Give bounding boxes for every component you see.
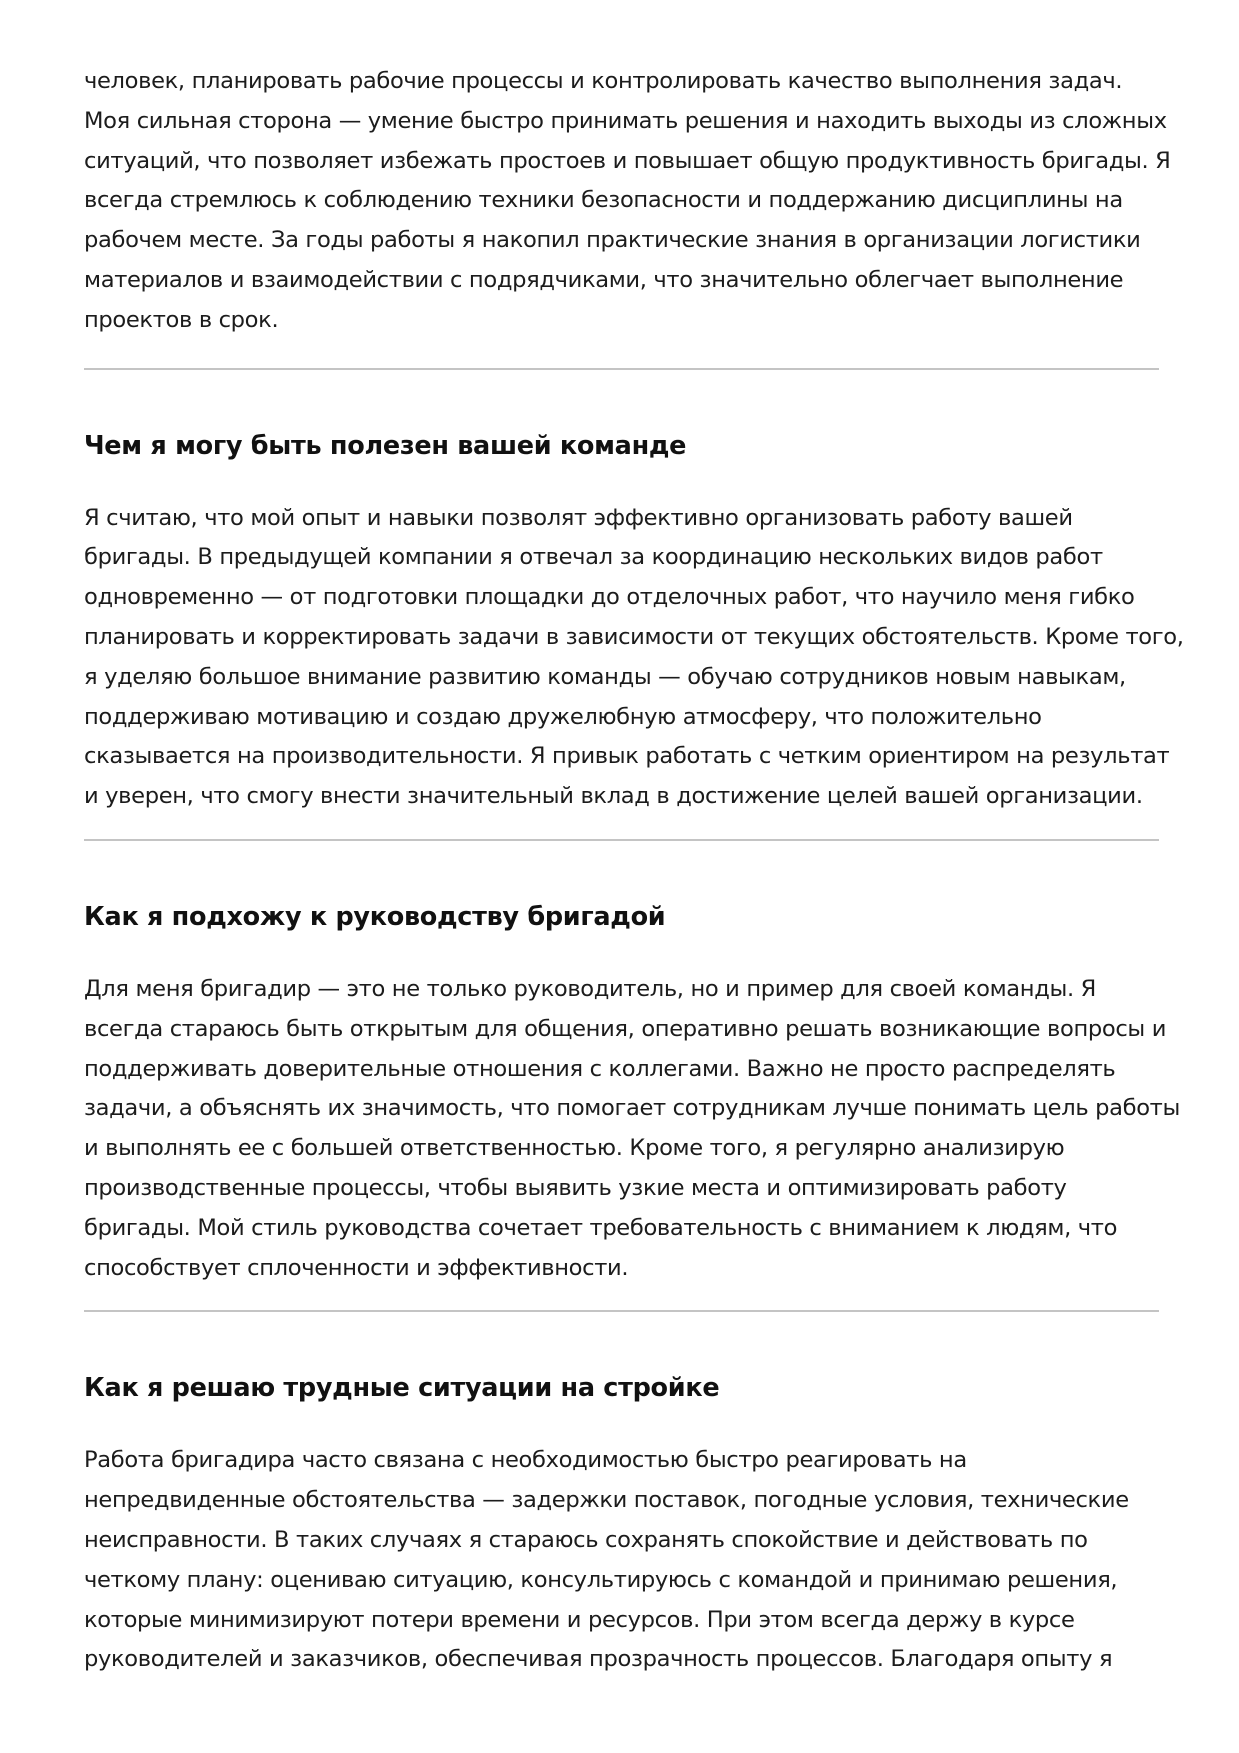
paragraph-line: поддерживаю мотивацию и создаю дружелюбную атмосферу, что положительно [84, 703, 1042, 730]
paragraph-line: и выполнять ее с большей ответственностью. Кроме того, я регулярно анализирую [84, 1135, 1065, 1162]
section-paragraph-difficult-situations [84, 1441, 1159, 1680]
section-heading-helpful-to-team: Чем я могу быть полезен вашей команде [84, 430, 687, 461]
section-divider [84, 368, 1159, 370]
section-paragraph-leadership-approach [84, 970, 1180, 1288]
paragraph-line: Моя сильная сторона — умение быстро принимать решения и находить выходы из сложных [84, 107, 1167, 134]
paragraph-line: и уверен, что смогу внести значительный вклад в достижение целей вашей организации. [84, 783, 1143, 810]
paragraph-line: производственные процессы, чтобы выявить узкие места и оптимизировать работу [84, 1174, 1067, 1201]
section-heading-leadership-approach: Как я подхожу к руководству бригадой [84, 901, 666, 932]
paragraph-line: ситуаций, что позволяет избежать простоев и повышает общую продуктивность бригады. Я [84, 147, 1171, 174]
paragraph-line: проектов в срок. [84, 306, 279, 333]
section-divider [84, 1310, 1159, 1312]
paragraph-line: непредвиденные обстоятельства — задержки поставок, погодные условия, технические [84, 1487, 1129, 1514]
paragraph-line: поддерживать доверительные отношения с коллегами. Важно не просто распределять [84, 1055, 1116, 1082]
paragraph-line: Для меня бригадир — это не только руководитель, но и пример для своей команды. Я [84, 975, 1096, 1002]
section-heading-difficult-situations: Как я решаю трудные ситуации на стройке [84, 1373, 720, 1404]
paragraph-line: способствует сплоченности и эффективности. [84, 1254, 629, 1281]
document-page [84, 62, 1184, 1680]
paragraph-line: всегда стараюсь быть открытым для общения, оперативно решать возникающие вопросы и [84, 1015, 1167, 1042]
paragraph-line: четкому плану: оцениваю ситуацию, консультируюсь с командой и принимаю решения, [84, 1566, 1118, 1593]
paragraph-line: задачи, а объяснять их значимость, что помогает сотрудникам лучше понимать цель работы [84, 1095, 1180, 1122]
paragraph-line: материалов и взаимодействии с подрядчиками, что значительно облегчает выполнение [84, 266, 1124, 293]
paragraph-line: Работа бригадира часто связана с необходимостью быстро реагировать на [84, 1447, 967, 1474]
paragraph-line: человек, планировать рабочие процессы и контролировать качество выполнения задач. [84, 68, 1123, 94]
paragraph-line: руководителей и заказчиков, обеспечивая прозрачность процессов. Благодаря опыту я [84, 1646, 1113, 1673]
section-paragraph-helpful-to-team [84, 499, 1184, 817]
intro-paragraph [84, 62, 1171, 341]
paragraph-line: неисправности. В таких случаях я стараюсь сохранять спокойствие и действовать по [84, 1526, 1088, 1553]
paragraph-line: я уделяю большое внимание развитию команды — обучаю сотрудников новым навыкам, [84, 663, 1126, 690]
paragraph-line: Я считаю, что мой опыт и навыки позволят эффективно организовать работу вашей [84, 504, 1073, 531]
paragraph-line: которые минимизируют потери времени и ресурсов. При этом всегда держу в курсе [84, 1606, 1075, 1633]
paragraph-line: бригады. В предыдущей компании я отвечал за координацию нескольких видов работ [84, 544, 1103, 571]
paragraph-line: бригады. Мой стиль руководства сочетает требовательность с вниманием к людям, что [84, 1214, 1118, 1241]
paragraph-line: сказывается на производительности. Я привык работать с четким ориентиром на результат [84, 743, 1170, 770]
paragraph-line: рабочем месте. За годы работы я накопил практические знания в организации логистики [84, 227, 1141, 254]
paragraph-line: планировать и корректировать задачи в зависимости от текущих обстоятельств. Кроме того, [84, 623, 1184, 650]
paragraph-line: всегда стремлюсь к соблюдению техники безопасности и поддержанию дисциплины на [84, 187, 1123, 214]
paragraph-line: одновременно — от подготовки площадки до отделочных работ, что научило меня гибко [84, 584, 1135, 611]
section-divider [84, 839, 1159, 841]
